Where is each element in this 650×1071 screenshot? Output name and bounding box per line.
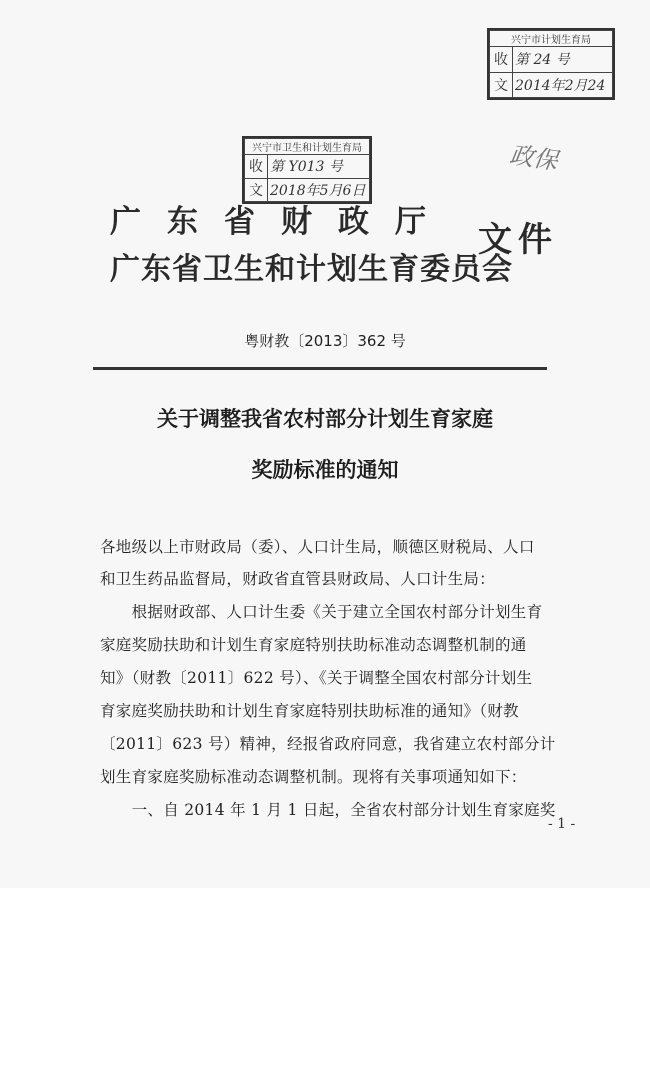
stamp-number: 第 Y013 号 bbox=[268, 155, 370, 179]
issuer-finance-department: 广东省财政厅 bbox=[110, 204, 452, 240]
document-number: 粤财教〔2013〕362 号 bbox=[244, 332, 406, 350]
receipt-stamp-center bbox=[242, 136, 372, 204]
body-text-line: 和卫生药品监督局，财政省直管县财政局、人口计生局： bbox=[100, 570, 496, 588]
stamp-header: 兴宁市卫生和计划生育局 bbox=[245, 139, 370, 155]
document-kind: 文件 bbox=[478, 220, 558, 260]
document-title-line-2: 奖励标准的通知 bbox=[251, 457, 399, 482]
body-text-line: 家庭奖励扶助和计划生育家庭特别扶助标准动态调整机制的通 bbox=[100, 636, 527, 654]
body-text-line: 一、自 2014 年 1 月 1 日起，全省农村部分计划生育家庭奖 bbox=[100, 801, 556, 819]
body-text-line: 〔2011〕623 号）精神，经报省政府同意，我省建立农村部分计 bbox=[100, 735, 556, 753]
stamp-header: 兴宁市计划生育局 bbox=[490, 31, 613, 47]
stamp-label: 收 bbox=[490, 47, 513, 73]
body-text-line: 育家庭奖励扶助和计划生育家庭特别扶助标准的通知》（财教 bbox=[100, 702, 519, 720]
page-number: - 1 - bbox=[548, 816, 576, 832]
body-text-line: 根据财政部、人口计生委《关于建立全国农村部分计划生育 bbox=[100, 603, 543, 621]
issuer-health-commission: 广东省卫生和计划生育委员会 bbox=[110, 252, 513, 287]
stamp-label: 文 bbox=[245, 178, 268, 202]
document-title-line-1: 关于调整我省农村部分计划生育家庭 bbox=[157, 406, 493, 431]
stamp-label: 收 bbox=[245, 155, 268, 179]
body-text-line: 划生育家庭奖励标准动态调整机制。现将有关事项通知如下： bbox=[100, 768, 527, 786]
handwritten-note: 政保 bbox=[507, 140, 560, 176]
header-divider bbox=[93, 367, 547, 370]
stamp-label: 文 bbox=[490, 72, 513, 98]
stamp-number: 第 24 号 bbox=[513, 47, 613, 73]
body-text-line: 知》（财教〔2011〕622 号）、《关于调整全国农村部分计划生 bbox=[100, 669, 533, 687]
body-text-line: 各地级以上市财政局（委）、人口计生局，顺德区财税局、人口 bbox=[100, 538, 535, 556]
stamp-date: 2018年5月6日 bbox=[268, 178, 370, 202]
receipt-stamp-right bbox=[487, 28, 615, 100]
stamp-date: 2014年2月24 bbox=[513, 72, 613, 98]
